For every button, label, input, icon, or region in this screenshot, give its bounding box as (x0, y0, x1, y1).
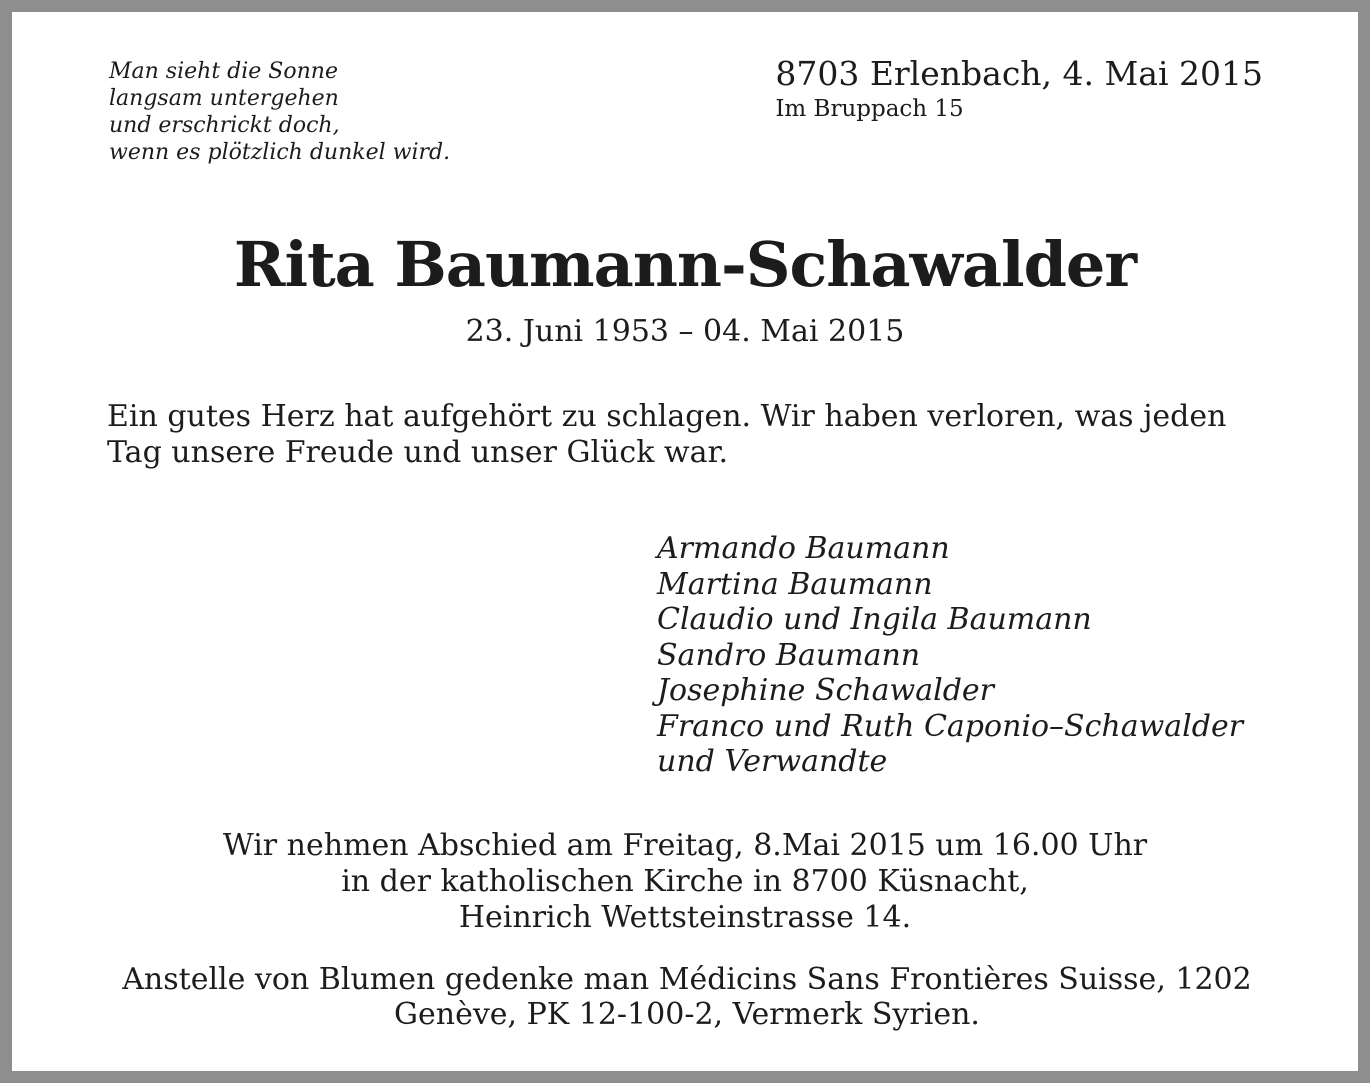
place-date-line: 8703 Erlenbach, 4. Mai 2015 (775, 54, 1263, 93)
street-address: Im Bruppach 15 (775, 96, 964, 122)
place-and-date (775, 54, 1263, 124)
mourner-name: Sandro Baumann (657, 637, 921, 673)
poem-line: Man sieht die Sonne (109, 59, 338, 84)
ceremony-line: in der katholischen Kirche in 8700 Küsnacht, (341, 864, 1029, 899)
poem-line: langsam untergehen (109, 86, 339, 111)
ceremony-details (12, 828, 1358, 936)
mourners-list (657, 531, 1243, 780)
ceremony-line: Heinrich Wettsteinstrasse 14. (458, 900, 912, 935)
poem-quote (109, 58, 450, 166)
ceremony-line: Wir nehmen Abschied am Freitag, 8.Mai 2015 um 16.00 Uhr (222, 828, 1148, 863)
mourner-name: Armando Baumann (657, 531, 950, 566)
poem-line: wenn es plötzlich dunkel wird. (109, 140, 451, 165)
mourner-name: Franco und Ruth Caponio–Schawalder (657, 708, 1244, 744)
mourner-name: Claudio und Ingila Baumann (657, 602, 1092, 637)
mourner-name: und Verwandte (657, 744, 888, 779)
poem-line: und erschrickt doch, (109, 113, 340, 138)
deceased-name: Rita Baumann-Schawalder (233, 228, 1137, 301)
mourner-name: Josephine Schawalder (657, 673, 994, 708)
lifespan-dates: 23. Juni 1953 – 04. Mai 2015 (465, 314, 905, 349)
donation-note: Anstelle von Blumen gedenke man Médicins Sans Frontières Suisse, 1202 Genève, PK 12-100-2, Vermerk Syrien. (122, 962, 1252, 1032)
mourner-name: Martina Baumann (657, 566, 933, 602)
obituary-notice (12, 12, 1358, 1071)
memorial-message: Ein gutes Herz hat aufgehört zu schlagen. Wir haben verloren, was jeden Tag unsere Freude und unser Glück war. (107, 399, 1227, 470)
